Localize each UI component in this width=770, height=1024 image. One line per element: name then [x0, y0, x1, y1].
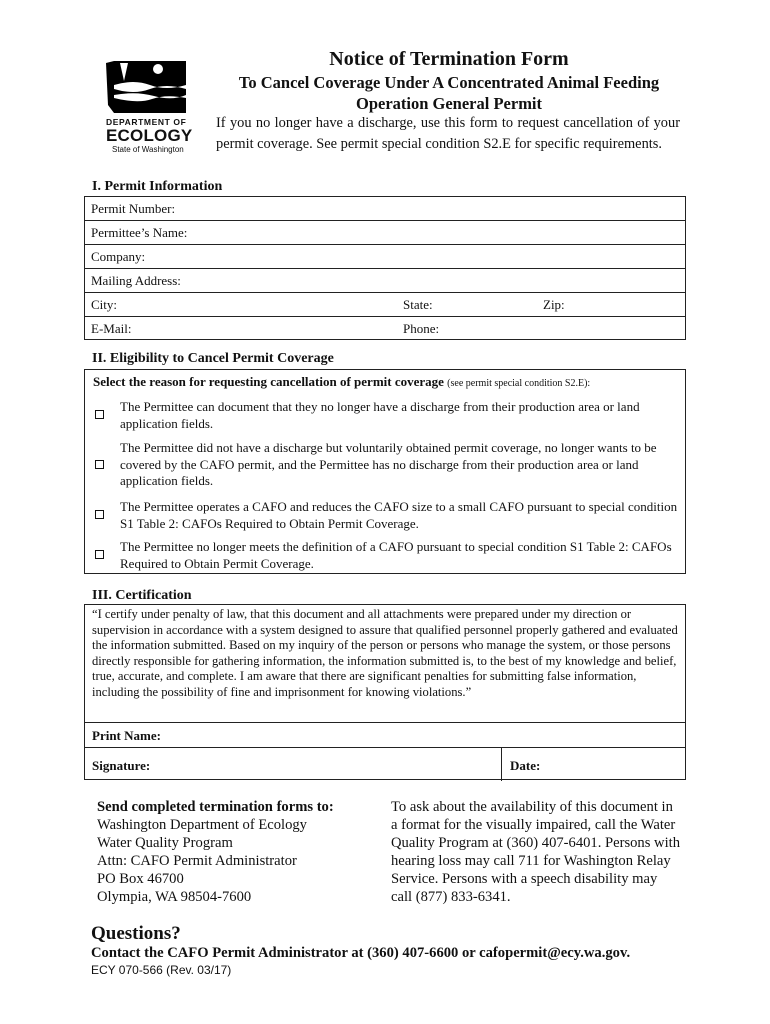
reason-option-4: The Permittee no longer meets the definition of a CAFO pursuant to special condition S1 Table 2: CAFOs Required to Obtain Permit Coverage.: [120, 539, 672, 571]
certification-statement: “I certify under penalty of law, that this document and all attachments were prepared under my direction or supervision in accordance with a system designed to assure that qualified personnel properly gathered and evaluated the information submitted. Based on my inquiry of the person or persons who manage the system, or those persons directly responsible for gathering information, the information submitted is, to the best of my knowledge and belief, true, accurate, and complete. I am aware that there are significant penalties for submitting false information, including the possibility of fine and imprisonment for knowing violations.”: [92, 607, 678, 699]
send-line-4: PO Box 46700: [97, 871, 184, 887]
mailing-instructions: [97, 798, 377, 906]
certification-box: [84, 604, 686, 780]
logo-department-text: DEPARTMENT OF: [106, 117, 187, 127]
mailing-address-field[interactable]: [85, 269, 685, 293]
permit-information-table: [84, 196, 686, 340]
state-label: State:: [403, 297, 433, 312]
permit-number-field[interactable]: [85, 197, 685, 221]
company-field[interactable]: [85, 245, 685, 269]
form-identifier: ECY 070-566 (Rev. 03/17): [91, 963, 232, 977]
reason-option-1: The Permittee can document that they no longer have a discharge from their production area or land application fields.: [120, 399, 640, 431]
section-permit-information-heading: I. Permit Information: [92, 179, 223, 194]
reason-checkbox-2[interactable]: [95, 460, 104, 469]
date-label: Date:: [510, 758, 541, 773]
form-intro: If you no longer have a discharge, use this form to request cancellation of your permit coverage. See permit special condition S2.E for specific requirements.: [216, 115, 680, 152]
washington-state-logo-icon: [106, 55, 194, 117]
send-line-1: Washington Department of Ecology: [97, 817, 307, 833]
signature-date-divider: [501, 748, 502, 781]
print-name-label: Print Name:: [92, 728, 161, 743]
company-label: Company:: [91, 249, 146, 264]
eligibility-instruction-note: (see permit special condition S2.E):: [447, 378, 591, 389]
eligibility-box: [84, 369, 686, 574]
mailing-address-label: Mailing Address:: [91, 273, 181, 288]
questions-heading: Questions?: [91, 923, 181, 944]
email-phone-row[interactable]: [85, 317, 685, 341]
section-eligibility-heading: II. Eligibility to Cancel Permit Coverage: [92, 351, 334, 366]
reason-option-2: The Permittee did not have a discharge but voluntarily obtained permit coverage, no longer wants to be covered by the CAFO permit, and the Permittee has no discharge from their production area or land application fields.: [120, 440, 657, 488]
section-certification-heading: III. Certification: [92, 588, 192, 603]
send-heading: Send completed termination forms to:: [97, 799, 334, 815]
form-title: Notice of Termination Form: [329, 48, 569, 70]
reason-checkbox-3[interactable]: [95, 510, 104, 519]
eligibility-instruction: [93, 374, 590, 390]
ecology-logo: [106, 55, 194, 155]
zip-label: Zip:: [543, 297, 565, 312]
accessibility-notice: To ask about the availability of this document in a format for the visually impaired, call the Water Quality Program at (360) 407-6401. Persons with hearing loss may call 711 for Washington Relay Service. Persons with a speech disability may call (877) 833-6341.: [391, 799, 681, 905]
form-subtitle: To Cancel Coverage Under A Concentrated Animal Feeding Operation General Permit: [238, 73, 660, 113]
reason-checkbox-1[interactable]: [95, 410, 104, 419]
send-line-2: Water Quality Program: [97, 835, 233, 851]
signature-label: Signature:: [92, 758, 151, 773]
print-name-field[interactable]: [85, 722, 685, 748]
reason-checkbox-4[interactable]: [95, 550, 104, 559]
reason-option-3: The Permittee operates a CAFO and reduces the CAFO size to a small CAFO pursuant to special condition S1 Table 2: CAFOs Required to Obtain Permit Coverage.: [120, 499, 678, 531]
permittee-name-label: Permittee’s Name:: [91, 225, 188, 240]
permittee-name-field[interactable]: [85, 221, 685, 245]
email-label: E-Mail:: [91, 321, 132, 336]
eligibility-instruction-text: Select the reason for requesting cancellation of permit coverage: [93, 374, 444, 389]
signature-date-row: [85, 748, 685, 781]
logo-ecology-text: ECOLOGY: [106, 126, 193, 145]
city-label: City:: [91, 297, 118, 312]
phone-label: Phone:: [403, 321, 440, 336]
permit-number-label: Permit Number:: [91, 201, 176, 216]
logo-state-text: State of Washington: [112, 145, 184, 154]
contact-line: Contact the CAFO Permit Administrator at (360) 407-6600 or cafopermit@ecy.wa.gov.: [91, 945, 631, 961]
city-state-zip-row[interactable]: [85, 293, 685, 317]
send-line-3: Attn: CAFO Permit Administrator: [97, 853, 297, 869]
send-line-5: Olympia, WA 98504-7600: [97, 889, 252, 905]
